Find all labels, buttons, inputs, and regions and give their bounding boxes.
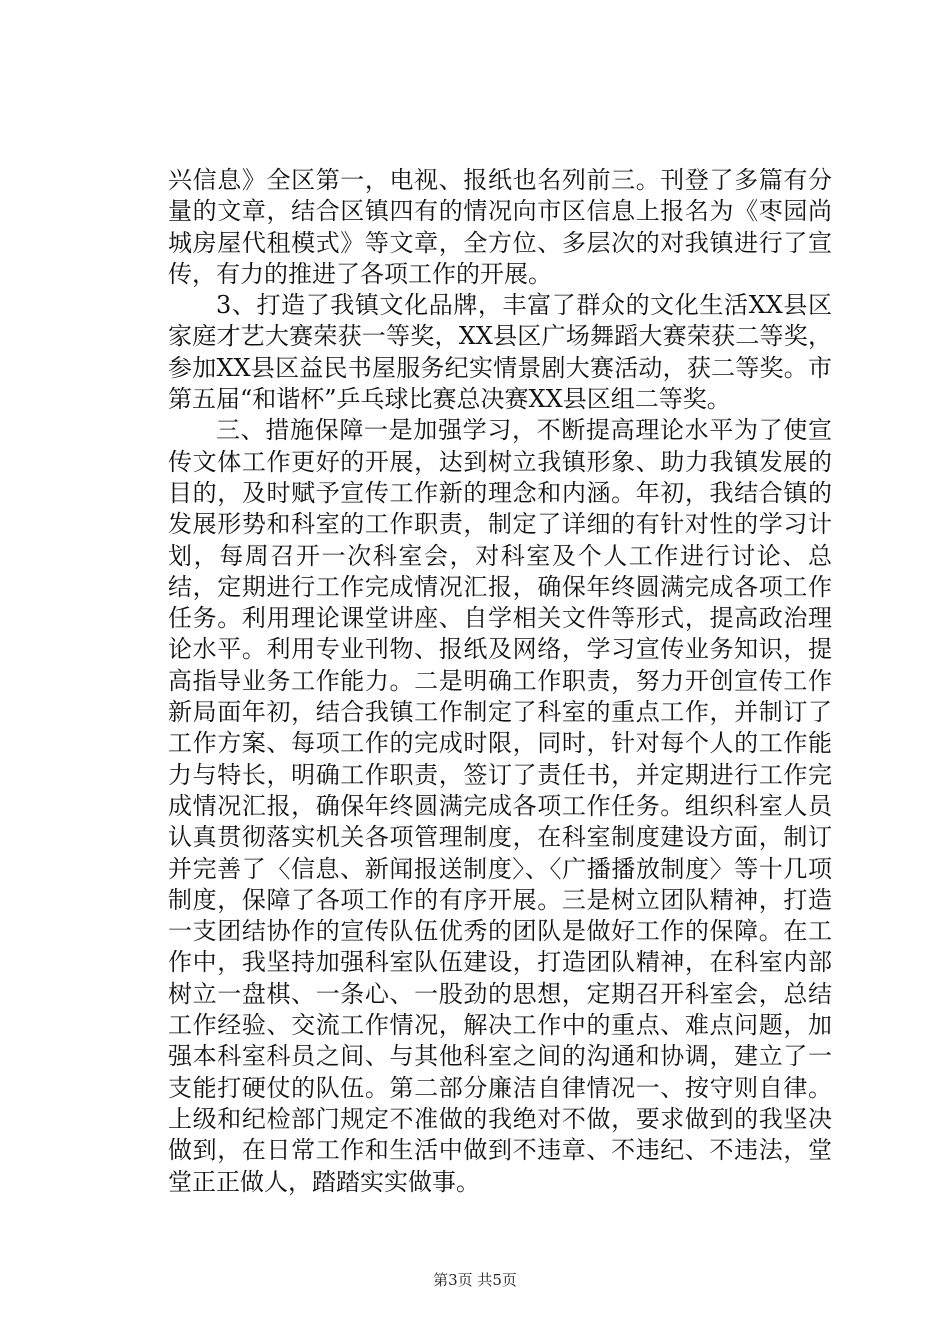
- paragraph-measures: 三、措施保障一是加强学习，不断提高理论水平为了使宣传文体工作更好的开展，达到树立我镇形象、助力我镇发展的目的，及时赋予宣传工作新的理念和内涵。年初，我结合镇的发展形势和科室的工作职责，制定了详细的有针对性的学习计划，每周召开一次科室会，对科室及个人工作进行讨论、总结，定期进行工作完成情况汇报，确保年终圆满完成各项工作任务。利用理论课堂讲座、自学相关文件等形式，提高政治理论水平。利用专业刊物、报纸及网络，学习宣传业务知识，提高指导业务工作能力。二是明确工作职责，努力开创宣传工作新局面年初，结合我镇工作制定了科室的重点工作，并制订了工作方案、每项工作的完成时限，同时，针对每个人的工作能力与特长，明确工作职责，签订了责任书，并定期进行工作完成情况汇报，确保年终圆满完成各项工作任务。组织科室人员认真贯彻落实机关各项管理制度，在科室制度建设方面，制订并完善了〈信息、新闻报送制度〉、〈广播播放制度〉等十几项制度，保障了各项工作的有序开展。三是树立团队精神，打造一支团结协作的宣传队伍优秀的团队是做好工作的保障。在工作中，我坚持加强科室队伍建设，打造团队精神，在科室内部树立一盘棋、一条心、一股劲的思想，定期召开科室会，总结工作经验、交流工作情况，解决工作中的重点、难点问题，加强本科室科员之间、与其他科室之间的沟通和协调，建立了一支能打硬仗的队伍。第二部分廉洁自律情况一、按守则自律。上级和纪检部门规定不准做的我绝对不做，要求做到的我坚决做到，在日常工作和生活中做到不违章、不违纪、不违法，堂堂正正做人，踏踏实实做事。: [168, 416, 832, 1196]
- document-body: [168, 165, 832, 1198]
- page-number-footer: 第3页 共5页: [433, 1271, 517, 1289]
- paragraph-publicity-results: 兴信息》全区第一，电视、报纸也名列前三。刊登了多篇有分量的文章，结合区镇四有的情况向市区信息上报名为《枣园尚城房屋代租模式》等文章，全方位、多层次的对我镇进行了宣传，有力的推进了各项工作的开展。: [168, 166, 832, 288]
- paragraph-culture-brand: 3、打造了我镇文化品牌，丰富了群众的文化生活XX县区家庭才艺大赛荣获一等奖，XX县区广场舞蹈大赛荣获二等奖，参加XX县区益民书屋服务纪实情景剧大赛活动，获二等奖。市第五届“和谐杯”乒乓球比赛总决赛XX县区组二等奖。: [168, 291, 832, 414]
